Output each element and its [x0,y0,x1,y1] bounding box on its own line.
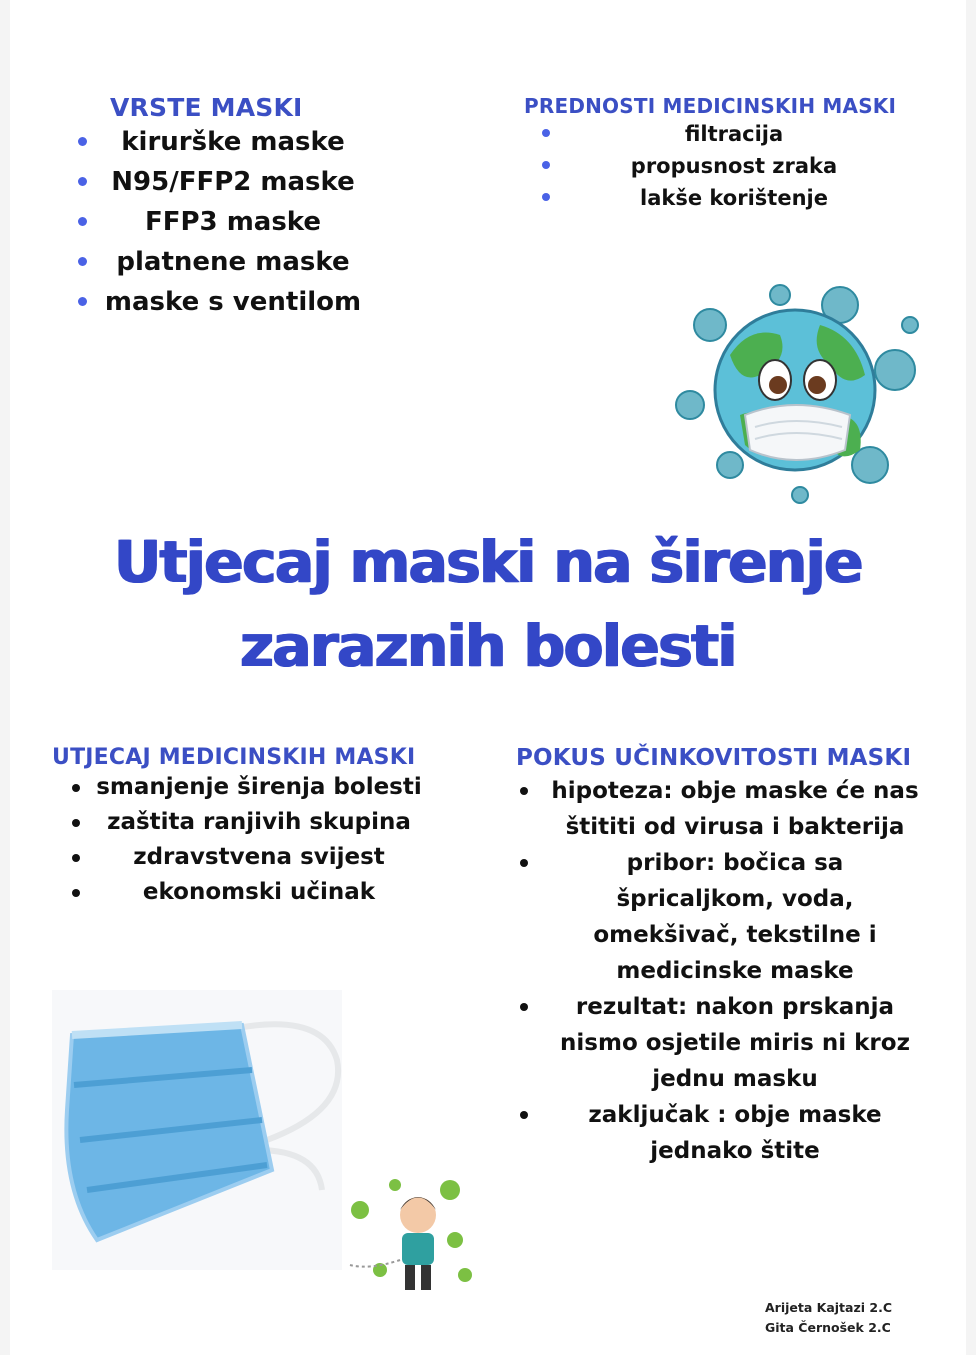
vrste-list [76,122,366,322]
section-utjecaj [52,745,432,910]
authors [765,1298,892,1338]
list-item: filtracija [524,118,914,150]
author-2: Gita Černošek 2.C [765,1320,891,1335]
earth-icon [670,265,930,515]
pokus-heading: POKUS UČINKOVITOSTI MASKI [516,745,912,771]
section-pokus [516,745,926,1169]
list-item: zaštita ranjivih skupina [52,805,432,840]
pokus-list [516,773,926,1169]
section-prednosti [524,94,914,214]
prednosti-list [524,118,914,214]
poster [10,0,966,1355]
list-item: platnene maske [76,242,366,282]
author-1: Arijeta Kajtazi 2.C [765,1300,892,1315]
mask-icon [52,990,342,1270]
list-item: propusnost zraka [524,150,914,182]
list-item: kirurške maske [76,122,366,162]
list-item: zaključak : obje maske jednako štite [516,1097,926,1169]
sneeze-icon [340,1170,480,1300]
title-line-1: Utjecaj maski na širenje [114,528,862,596]
page-title [10,520,966,688]
list-item: lakše korištenje [524,182,914,214]
utjecaj-list [52,770,432,910]
list-item: FFP3 maske [76,202,366,242]
list-item: maske s ventilom [76,282,366,322]
prednosti-heading: PREDNOSTI MEDICINSKIH MASKI [524,94,897,118]
vrste-heading: VRSTE MASKI [110,93,303,122]
title-line-2: zaraznih bolesti [240,612,736,680]
section-vrste-maski [76,93,366,322]
list-item: N95/FFP2 maske [76,162,366,202]
utjecaj-heading: UTJECAJ MEDICINSKIH MASKI [52,745,416,770]
list-item: smanjenje širenja bolesti [52,770,432,805]
list-item: pribor: bočica sa špricaljkom, voda, omekšivač, tekstilne i medicinske maske [516,845,926,989]
list-item: ekonomski učinak [52,875,432,910]
list-item: hipoteza: obje maske će nas štititi od virusa i bakterija [516,773,926,845]
list-item: zdravstvena svijest [52,840,432,875]
list-item: rezultat: nakon prskanja nismo osjetile miris ni kroz jednu masku [516,989,926,1097]
